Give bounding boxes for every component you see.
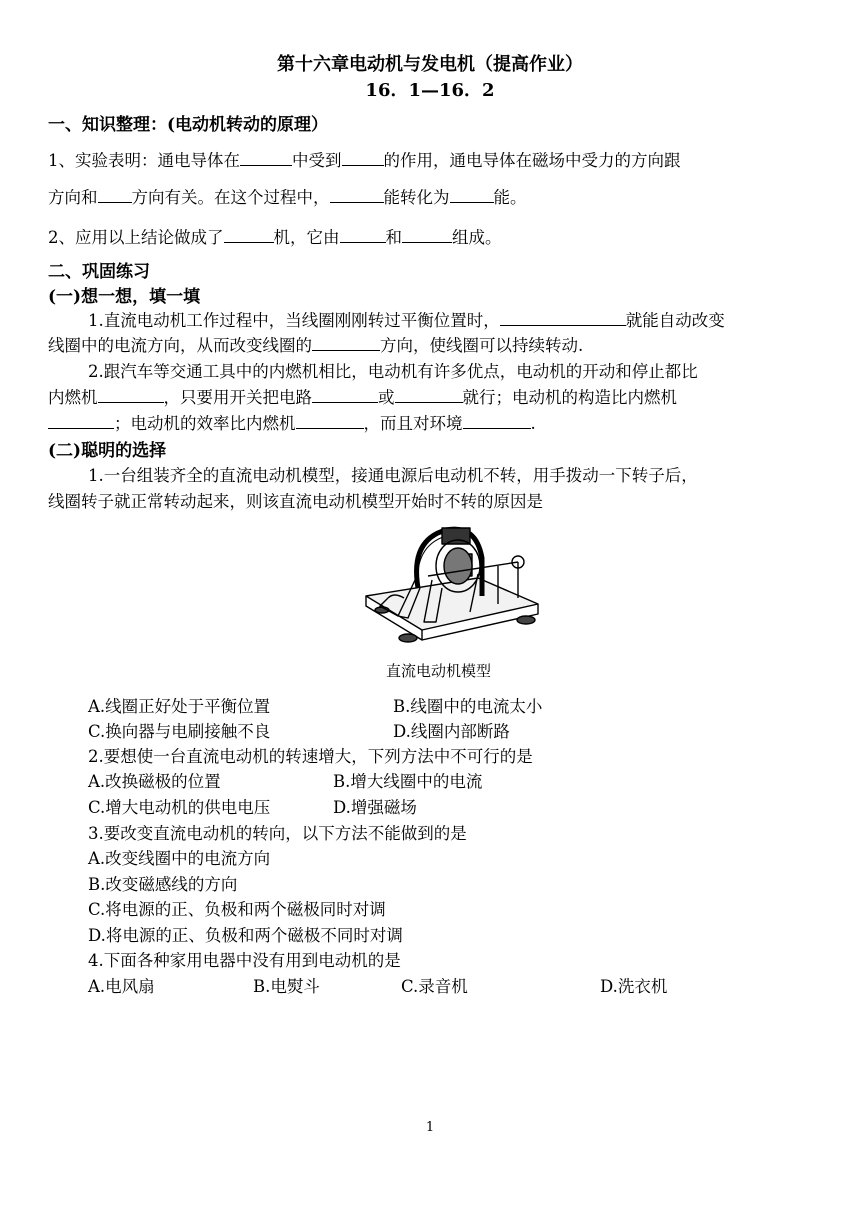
q4-option-b: B.电熨斗: [253, 977, 320, 996]
q3-option-c: C.将电源的正、负极和两个磁极同时对调: [88, 900, 386, 919]
text: ，只要用开关把电路: [163, 388, 312, 407]
blank: [296, 413, 364, 429]
text: 方向和: [48, 188, 98, 207]
q1-option-c: C.换向器与电刷接触不良: [88, 722, 271, 741]
text: 能转化为: [383, 188, 450, 207]
dc-motor-model-figure: [358, 518, 548, 650]
p1-q1-line1: [88, 307, 725, 331]
text: 能。: [493, 188, 527, 207]
q2-option-b: B.增大线圈中的电流: [333, 772, 483, 791]
q1-option-a: A.线圈正好处于平衡位置: [88, 697, 271, 716]
blank: [224, 227, 274, 243]
page-number: 1: [425, 1120, 435, 1135]
text: 方向有关。在这个过程中，: [131, 188, 330, 207]
blank: [342, 150, 384, 166]
text: 机，它由: [273, 228, 340, 247]
p1-q2-line3: [48, 410, 536, 434]
text: 内燃机: [48, 388, 98, 407]
s1-q2: [48, 224, 502, 248]
p2-q1-line1: 1.一台组装齐全的直流电动机模型，接通电源后电动机不转，用手拨动一下转子后，: [88, 466, 698, 485]
blank: [240, 150, 292, 166]
text: 和: [385, 228, 402, 247]
p2-q1-line2: 线圈转子就正常转动起来，则该直流电动机模型开始时不转的原因是: [48, 492, 543, 511]
q2-option-a: A.改换磁极的位置: [88, 772, 221, 791]
q4-option-c: C.录音机: [401, 977, 468, 996]
p1-q2-line1: 2.跟汽车等交通工具中的内燃机相比，电动机有许多优点，电动机的开动和停止都比: [88, 362, 698, 381]
blank: [98, 387, 164, 403]
blank: [340, 227, 386, 243]
text: 1.直流电动机工作过程中，当线圈刚刚转过平衡位置时，: [88, 311, 500, 330]
text: 组成。: [452, 228, 502, 247]
q4-option-d: D.洗衣机: [600, 977, 668, 996]
q4-option-a: A.电风扇: [88, 977, 155, 996]
q3-option-b: B.改变磁感线的方向: [88, 875, 238, 894]
s1-q1-line1: [48, 147, 681, 171]
part1-heading: (一)想一想，填一填: [48, 287, 201, 307]
blank: [395, 387, 463, 403]
text: .: [530, 414, 536, 433]
q4-stem: 4.下面各种家用电器中没有用到电动机的是: [88, 951, 401, 970]
blank: [312, 335, 380, 351]
section2-heading: 二、巩固练习: [48, 262, 150, 282]
q3-stem: 3.要改变直流电动机的转向，以下方法不能做到的是: [88, 824, 467, 843]
blank: [500, 310, 626, 326]
blank: [48, 413, 114, 429]
blank: [312, 387, 378, 403]
text: 线圈中的电流方向，从而改变线圈的: [48, 336, 312, 355]
figure-caption: 直流电动机模型: [386, 662, 492, 680]
text: 中受到: [292, 151, 342, 170]
q1-option-d: D.线圈内部断路: [393, 722, 510, 741]
s1-q1-line2: [48, 184, 527, 208]
blank: [402, 227, 452, 243]
p1-q2-line2: [48, 384, 677, 408]
blank: [463, 413, 531, 429]
p1-q1-line2: [48, 332, 583, 356]
text: 1、实验表明：通电导体在: [48, 151, 240, 170]
text: 方向，使线圈可以持续转动.: [380, 336, 584, 355]
text: 就行；电动机的构造比内燃机: [462, 388, 677, 407]
text: 就能自动改变: [625, 311, 725, 330]
q3-option-a: A.改变线圈中的电流方向: [88, 849, 271, 868]
q2-option-d: D.增强磁场: [333, 798, 417, 817]
part2-heading: (二)聪明的选择: [48, 441, 167, 461]
q2-stem: 2.要想使一台直流电动机的转速增大，下列方法中不可行的是: [88, 747, 533, 766]
section1-heading: 一、知识整理：(电动机转动的原理）: [48, 115, 329, 135]
text: 或: [378, 388, 395, 407]
page-title: 第十六章电动机与发电机（提高作业）: [277, 54, 583, 75]
text: ，而且对环境: [363, 414, 463, 433]
text: 的作用，通电导体在磁场中受力的方向跟: [383, 151, 681, 170]
blank: [98, 187, 132, 203]
blank: [450, 187, 494, 203]
text: ；电动机的效率比内燃机: [114, 414, 296, 433]
text: 2、应用以上结论做成了: [48, 228, 224, 247]
q2-option-c: C.增大电动机的供电电压: [88, 798, 271, 817]
q1-option-b: B.线圈中的电流太小: [393, 697, 543, 716]
blank: [330, 187, 384, 203]
page-subtitle: 16．1—16．2: [365, 80, 495, 101]
q3-option-d: D.将电源的正、负极和两个磁极不同时对调: [88, 926, 403, 945]
